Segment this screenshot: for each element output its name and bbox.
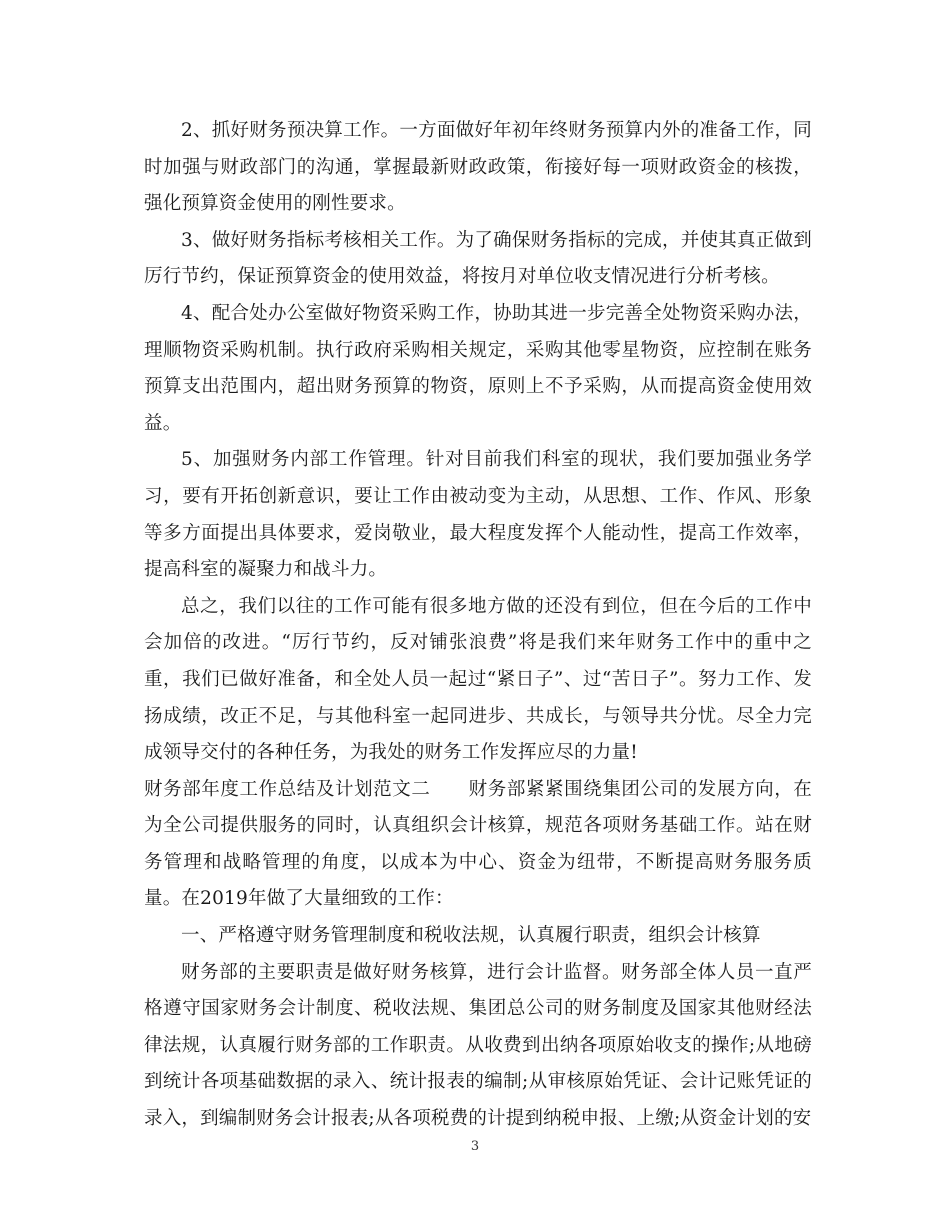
section-heading-accounting: 一、严格遵守财务管理制度和税收法规，认真履行职责，组织会计核算 [181,925,761,947]
paragraph-summary: 总之，我们以往的工作可能有很多地方做的还没有到位，但在今后的工作中会加倍的改进。“厉行节约，反对铺张浪费”将是我们来年财务工作中的重中之重，我们已做好准备，和全处人员一起过“紧日子”、过“苦日子”。努力工作、发扬成绩，改正不足，与其他科室一起同进步、共成长，与领导共分忧。尽全力完成领导交付的各种任务，为我处的财务工作发挥应尽的力量! [144,595,812,764]
paragraph-budget-work: 2、抓好财务预决算工作。一方面做好年初年终财务预算内外的准备工作，同时加强与财政部门的沟通，掌握最新财政政策，衔接好每一项财政资金的核拨，强化预算资金使用的刚性要求。 [144,120,812,215]
paragraph-indicator-assessment: 3、做好财务指标考核相关工作。为了确保财务指标的完成，并使其真正做到厉行节约，保证预算资金的使用效益，将按月对单位收支情况进行分析考核。 [144,229,812,288]
paragraph-sample-two-intro: 财务部年度工作总结及计划范文二 财务部紧紧围绕集团公司的发展方向，在为全公司提供服务的同时，认真组织会计核算，规范各项财务基础工作。站在财务管理和战略管理的角度，以成本为中心、资金为纽带，不断提高财务服务质量。在2019年做了大量细致的工作： [144,778,812,910]
document-body [144,113,812,1138]
paragraph-procurement: 4、配合处办公室做好物资采购工作，协助其进一步完善全处物资采购办法，理顺物资采购机制。执行政府采购相关规定，采购其他零星物资，应控制在账务预算支出范围内，超出财务预算的物资，原则上不予采购，从而提高资金使用效益。 [144,302,812,434]
paragraph-main-duties: 财务部的主要职责是做好财务核算，进行会计监督。财务部全体人员一直严格遵守国家财务会计制度、税收法规、集团总公司的财务制度及国家其他财经法律法规，认真履行财务部的工作职责。从收费到出纳各项原始收支的操作;从地磅到统计各项基础数据的录入、统计报表的编制;从审核原始凭证、会计记账凭证的录入，到编制财务会计报表;从各项税费的计提到纳税申报、上缴;从资金计划的安 [144,961,812,1130]
page-number: 3 [470,1139,480,1154]
paragraph-internal-management: 5、加强财务内部工作管理。针对目前我们科室的现状，我们要加强业务学习，要有开拓创新意识，要让工作由被动变为主动，从思想、工作、作风、形象等多方面提出具体要求，爱岗敬业，最大程度发挥个人能动性，提高工作效率，提高科室的凝聚力和战斗力。 [144,449,812,581]
